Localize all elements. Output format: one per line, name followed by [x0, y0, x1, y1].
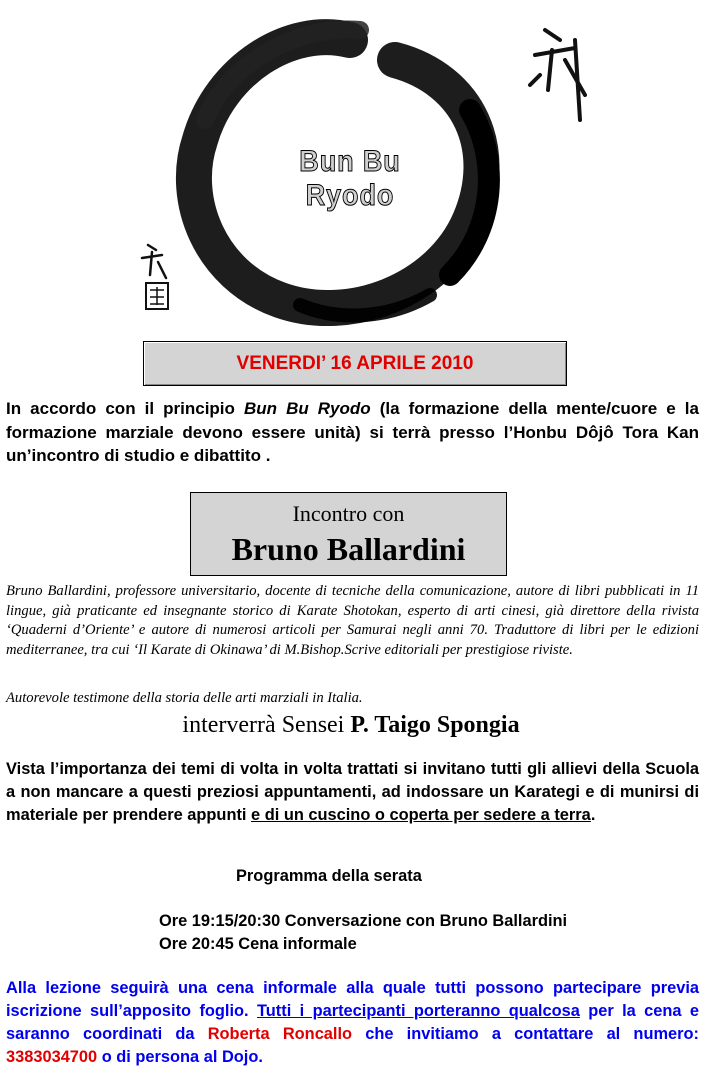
- meeting-box: [190, 492, 507, 576]
- intro-text-1: In accordo con il principio: [6, 399, 244, 418]
- speaker-prefix: interverrà Sensei: [182, 712, 351, 738]
- intro-text-2: (la formazione della mente/cuore e la formazione marziale devono essere unità) si terrà presso l’Honbu Dôjô Tora Kan un’incontro di studio e dibattito .: [6, 399, 699, 465]
- closing-text-3: che invitiamo a contattare al numero:: [352, 1025, 699, 1043]
- meeting-label: Incontro con: [292, 501, 405, 526]
- closing-text-1: Alla lezione seguirà una cena informale alla quale tutti possono partecipare previa iscrizione sull’apposito foglio.: [6, 979, 699, 1020]
- closing-text-2: per la cena e saranno coordinati da: [6, 1002, 700, 1043]
- contact-phone: 3383034700: [6, 1048, 98, 1066]
- program-title: Programma della serata: [236, 867, 422, 885]
- date-box: [143, 341, 567, 386]
- speaker-name: P. Taigo Spongia: [350, 712, 520, 738]
- invite-text: Vista l’importanza dei temi di volta in volta trattati si invitano tutti gli allievi della Scuola a non mancare a questi preziosi appuntamenti, ad indossare un Karategi e di munirsi di materiale per prendere appunti: [6, 760, 699, 824]
- closing-text-4: o di persona al Dojo.: [97, 1048, 263, 1066]
- guest-name: Bruno Ballardini: [231, 531, 466, 567]
- enso-banner: [0, 0, 702, 335]
- invite-end: .: [590, 806, 596, 824]
- program-item: Ore 20:45 Cena informale: [159, 935, 357, 953]
- closing-paragraph: [6, 977, 699, 1069]
- calligraphy-mark-icon: [530, 30, 585, 120]
- guest-bio-last-line: Autorevole testimone della storia delle arti marziali in Italia.: [6, 690, 363, 706]
- contact-name: Roberta Roncallo: [207, 1025, 353, 1043]
- banner-title: Bun Bu Ryodo: [299, 145, 401, 212]
- intro-emphasis: Bun Bu Ryodo: [243, 399, 371, 418]
- closing-underlined: Tutti i partecipanti porteranno qualcosa: [257, 1002, 580, 1020]
- guest-bio: Bruno Ballardini, professore universitario, docente di tecniche della comunicazione, autore di libri pubblicati in 11 lingue, già praticante ed insegnante storico di Karate Shotokan, esperto di arti cinesi, già direttore della rivista ‘Quaderni d’Oriente’ e autore di numerosi articoli per Samurai negli anni 70. Traduttore di libri per le edizioni mediterranee, tra cui ‘Il Karate di Okinawa’ di M.Bishop.Scrive editoriali per prestigiose riviste.: [6, 583, 699, 658]
- event-date: VENERDI’ 16 APRILE 2010: [236, 353, 474, 374]
- signature-icon: [142, 245, 166, 278]
- intro-paragraph: [6, 397, 699, 468]
- speaker-line: [0, 712, 702, 739]
- invite-paragraph: [6, 758, 699, 827]
- invite-underlined: e di un cuscino o coperta per sedere a terra: [251, 806, 591, 824]
- program-item: Ore 19:15/20:30 Conversazione con Bruno Ballardini: [159, 912, 568, 930]
